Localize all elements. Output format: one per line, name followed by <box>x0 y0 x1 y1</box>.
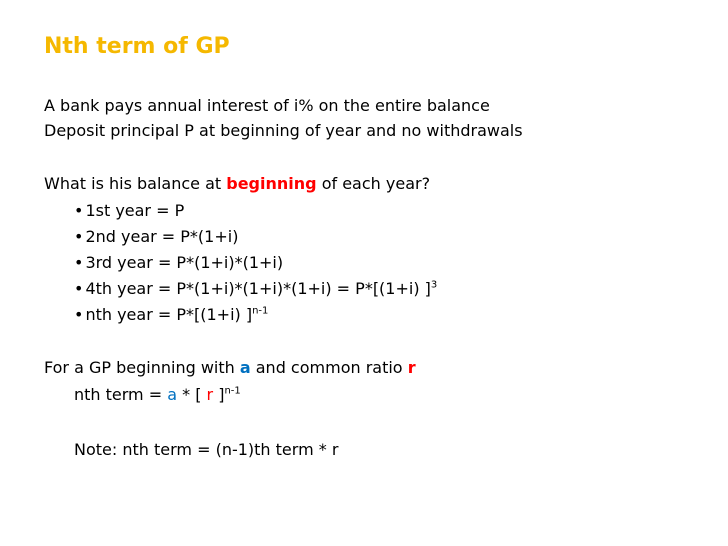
question-before: What is his balance at <box>44 174 227 193</box>
gp-formula-line <box>74 385 241 405</box>
bullet-item-5 <box>74 305 268 325</box>
bullet-text: 1st year = P <box>85 201 185 220</box>
formula-close: ] <box>213 385 225 404</box>
bullet-text: 3rd year = P*(1+i)*(1+i) <box>85 253 284 272</box>
bullet-item-3 <box>74 253 283 273</box>
gp-line-before: For a GP beginning with <box>44 358 240 377</box>
bullet-glyph: • <box>74 227 84 246</box>
bullet-exponent: n-1 <box>252 305 269 317</box>
question-after: of each year? <box>316 174 431 193</box>
gp-a-symbol: a <box>239 358 251 377</box>
gp-note-line: Note: nth term = (n-1)th term * r <box>74 440 339 459</box>
question-emphasis: beginning <box>226 174 317 193</box>
gp-r-symbol: r <box>407 358 416 377</box>
bullet-exponent: 3 <box>430 279 438 291</box>
gp-definition-line <box>44 358 416 378</box>
intro-line-2: Deposit principal P at beginning of year and no withdrawals <box>44 121 523 140</box>
bullet-glyph: • <box>74 253 84 272</box>
bullet-text: nth year = P*[(1+i) ] <box>85 305 253 324</box>
formula-exponent: n-1 <box>224 385 241 397</box>
bullet-text: 2nd year = P*(1+i) <box>85 227 239 246</box>
bullet-glyph: • <box>74 305 84 324</box>
slide-title: Nth term of GP <box>44 34 230 59</box>
gp-line-middle: and common ratio <box>250 358 408 377</box>
bullet-item-1 <box>74 201 184 221</box>
formula-prefix: nth term = <box>74 385 168 404</box>
bullet-text: 4th year = P*(1+i)*(1+i)*(1+i) = P*[(1+i) ] <box>85 279 431 298</box>
intro-line-1: A bank pays annual interest of i% on the entire balance <box>44 96 490 115</box>
bullet-item-4 <box>74 279 437 299</box>
formula-r: r <box>206 385 214 404</box>
formula-mid: * [ <box>177 385 207 404</box>
bullet-item-2 <box>74 227 238 247</box>
formula-a: a <box>167 385 178 404</box>
question-line <box>44 174 430 194</box>
bullet-glyph: • <box>74 279 84 298</box>
bullet-glyph: • <box>74 201 84 220</box>
